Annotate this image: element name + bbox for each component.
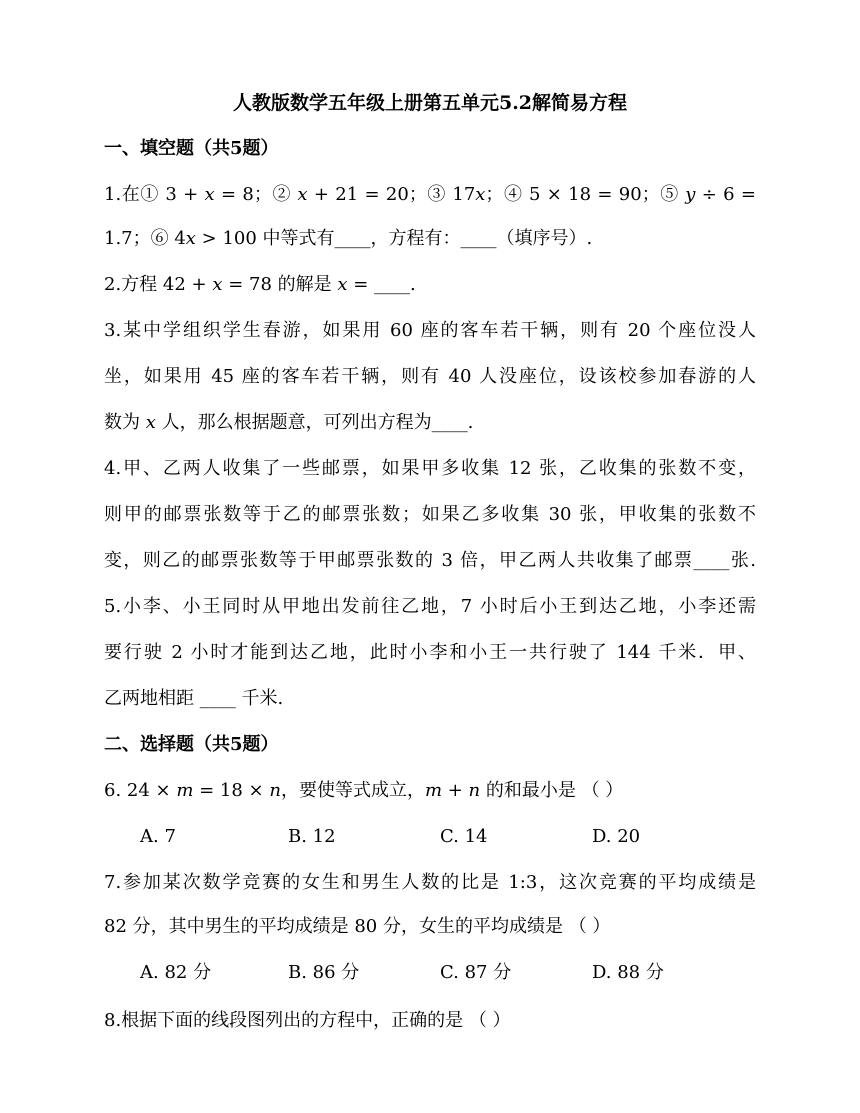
question-1-line-1: 1.在① 3 + 𝑥 = 8；② 𝑥 + 21 = 20；③ 17𝑥；④ 5 × 18 = 90；⑤ 𝑦 ÷ 6 = <box>104 184 756 205</box>
section-heading-fill-in: 一、填空题（共5题） <box>104 138 279 159</box>
question-8-line-1: 8.根据下面的线段图列出的方程中，正确的是 （ ） <box>104 1010 511 1031</box>
question-5-line-3: 乙两地相距 ____ 千米. <box>104 688 284 709</box>
question-7-option-b: B. 86 分 <box>288 962 360 983</box>
question-7-options <box>140 958 700 988</box>
question-7-option-d: D. 88 分 <box>592 962 664 983</box>
question-2-line-1: 2.方程 42 + 𝑥 = 78 的解是 𝑥 = ____. <box>104 274 416 295</box>
question-6-option-c: C. 14 <box>440 826 488 847</box>
question-7-line-1: 7.参加某次数学竞赛的女生和男生人数的比是 1:3，这次竞赛的平均成绩是 <box>104 872 756 893</box>
question-4-line-2: 则甲的邮票张数等于乙的邮票张数；如果乙多收集 30 张，甲收集的张数不 <box>104 504 756 525</box>
section-heading-multiple-choice: 二、选择题（共5题） <box>104 734 279 755</box>
question-1-line-2: 1.7；⑥ 4𝑥 > 100 中等式有____，方程有：____（填序号）. <box>104 228 593 249</box>
question-3-line-1: 3.某中学组织学生春游，如果用 60 座的客车若干辆，则有 20 个座位没人 <box>104 320 756 341</box>
question-6-options <box>140 822 700 852</box>
question-6-option-d: D. 20 <box>592 826 641 847</box>
question-7-option-a: A. 82 分 <box>140 962 212 983</box>
question-7-option-c: C. 87 分 <box>440 962 512 983</box>
question-4-line-3: 变，则乙的邮票张数等于甲邮票张数的 3 倍，甲乙两人共收集了邮票____张. <box>104 550 756 571</box>
question-3-line-3: 数为 𝑥 人，那么根据题意，可列出方程为____. <box>104 412 474 433</box>
question-6-option-b: B. 12 <box>288 826 336 847</box>
question-5-line-1: 5.小李、小王同时从甲地出发前往乙地，7 小时后小王到达乙地，小李还需 <box>104 596 756 617</box>
question-6-line-1: 6. 24 × 𝑚 = 18 × 𝑛，要使等式成立，𝑚 + 𝑛 的和最小是 （ ） <box>104 780 624 801</box>
document-title: 人教版数学五年级上册第五单元5.2解简易方程 <box>232 92 628 114</box>
question-6-option-a: A. 7 <box>140 826 176 847</box>
question-5-line-2: 要行驶 2 小时才能到达乙地，此时小李和小王一共行驶了 144 千米．甲、 <box>104 642 756 663</box>
question-4-line-1: 4.甲、乙两人收集了一些邮票，如果甲多收集 12 张，乙收集的张数不变， <box>104 458 756 479</box>
question-7-line-2: 82 分，其中男生的平均成绩是 80 分，女生的平均成绩是 （ ） <box>104 916 611 937</box>
question-3-line-2: 坐，如果用 45 座的客车若干辆，则有 40 人没座位，设该校参加春游的人 <box>104 366 756 387</box>
